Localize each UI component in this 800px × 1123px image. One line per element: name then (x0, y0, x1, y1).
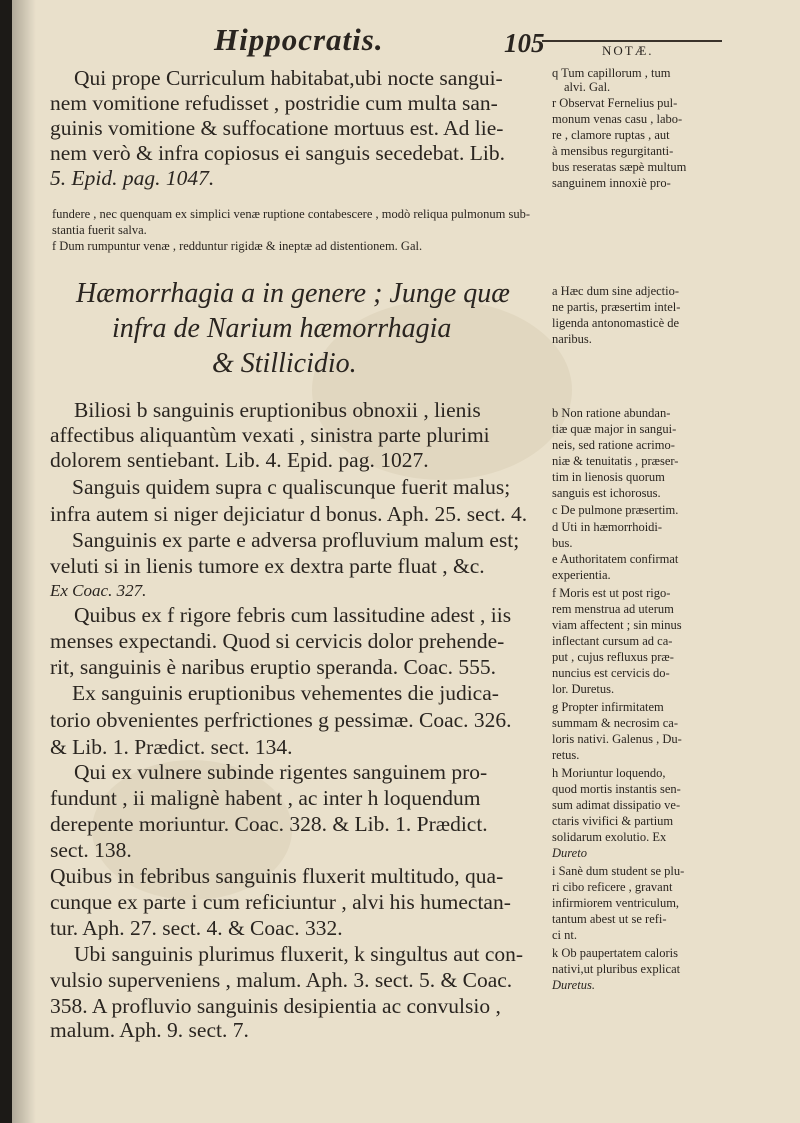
main-text-line: 5. Epid. pag. 1047. (50, 166, 215, 190)
note-line: viam affectent ; sin minus (552, 618, 682, 632)
note-line: ne partis, præsertim intel- (552, 300, 681, 314)
main-text-line: rit, sanguinis è naribus eruptio speranda. Coac. 555. (50, 655, 497, 679)
main-text-line: Qui prope Curriculum habitabat,ubi nocte sangui- (74, 66, 503, 90)
main-text-line: Ex Coac. 327. (50, 581, 147, 600)
page-number: 105 (504, 28, 545, 58)
note-line: h Moriuntur loquendo, (552, 766, 666, 780)
note-line: à mensibus regurgitanti- (552, 144, 674, 158)
main-text-line: derepente moriuntur. Coac. 328. & Lib. 1. Prædict. (50, 812, 488, 836)
note-line: r Observat Fernelius pul- (552, 96, 678, 110)
footnote-line: stantia fuerit salva. (52, 223, 147, 237)
footnote-line: fundere , nec quenquam ex simplici venæ ruptione contabescere , modò reliqua pulmonum sub- (52, 207, 530, 221)
note-line: monum venas casu , labo- (552, 112, 683, 126)
main-text-line: Ex sanguinis eruptionibus vehementes die judica- (72, 681, 499, 705)
main-text-line: Ubi sanguinis plurimus fluxerit, k singultus aut con- (74, 942, 524, 966)
main-text-line: Sanguinis ex parte e adversa profluvium malum est; (72, 528, 520, 552)
main-text-line: cunque ex parte i cum reficiuntur , alvi his humectan- (50, 890, 511, 914)
main-text-line: torio obvenientes perfrictiones g pessimæ. Coac. 326. (50, 708, 512, 732)
note-line: re , clamore ruptas , aut (552, 128, 670, 142)
notes-rule (542, 40, 722, 42)
note-line: niæ & tenuitatis , præser- (552, 454, 679, 468)
main-text-line: Sanguis quidem supra c qualiscunque fuerit malus; (72, 475, 511, 499)
note-line: retus. (552, 748, 580, 762)
note-line: q Tum capillorum , tum (552, 66, 671, 80)
note-line: d Uti in hæmorrhoidi- (552, 520, 663, 534)
main-text-line: Biliosi b sanguinis eruptionibus obnoxii , lienis (74, 398, 481, 422)
note-line: neis, sed ratione acrimo- (552, 438, 675, 452)
main-text-line: Quibus in febribus sanguinis fluxerit multitudo, qua- (50, 864, 504, 888)
note-line: nativi,ut pluribus explicat (552, 962, 681, 976)
note-line: b Non ratione abundan- (552, 406, 671, 420)
note-line: bus reseratas sæpè multum (552, 160, 687, 174)
note-line: put , cujus refluxus præ- (552, 650, 674, 664)
footnote-line: f Dum rumpuntur venæ , redduntur rigidæ & ineptæ ad distentionem. Gal. (52, 239, 423, 253)
note-line: sum adimat dissipatio ve- (552, 798, 681, 812)
note-line: alvi. Gal. (564, 80, 611, 94)
main-text-line: Qui ex vulnere subinde rigentes sanguinem pro- (74, 760, 488, 784)
note-line: loris nativi. Galenus , Du- (552, 732, 682, 746)
main-text-line: tur. Aph. 27. sect. 4. & Coac. 332. (50, 916, 343, 940)
note-line: f Moris est ut post rigo- (552, 586, 671, 600)
main-text-line: fundunt , ii malignè habent , ac inter h loquendum (50, 786, 481, 810)
note-line: sanguinem innoxiè pro- (552, 176, 671, 190)
main-text-line: infra autem si niger dejiciatur d bonus. Aph. 25. sect. 4. (50, 502, 528, 526)
note-line: nuncius est cervicis do- (552, 666, 670, 680)
note-line: tantum abest ut se refi- (552, 912, 667, 926)
note-line: Dureto (552, 846, 587, 860)
section-heading-line: Hæmorrhagia a in genere ; Junge quæ (76, 278, 510, 309)
section-heading-line: infra de Narium hæmorrhagia (112, 313, 452, 344)
note-line: g Propter infirmitatem (552, 700, 664, 714)
main-text-line: veluti si in lienis tumore ex dextra parte fluat , &c. (50, 554, 485, 578)
note-line: summam & necrosim ca- (552, 716, 679, 730)
note-line: infirmiorem ventriculum, (552, 896, 680, 910)
note-line: ligenda antonomasticè de (552, 316, 680, 330)
section-heading-line: & Stillicidio. (212, 348, 357, 379)
note-line: sanguis est ichorosus. (552, 486, 661, 500)
note-line: experientia. (552, 568, 611, 582)
note-line: bus. (552, 536, 573, 550)
main-text-line: 358. A profluvio sanguinis desipientia ac convulsio , (50, 994, 501, 1018)
main-text-line: malum. Aph. 9. sect. 7. (50, 1018, 249, 1042)
note-line: a Hæc dum sine adjectio- (552, 284, 680, 298)
page-gutter-shadow (12, 0, 36, 1123)
note-line: k Ob paupertatem caloris (552, 946, 678, 960)
note-line: e Authoritatem confirmat (552, 552, 679, 566)
main-text-line: affectibus aliquantùm vexati , sinistra parte plurimi (50, 423, 490, 447)
note-line: ri cibo reficere , gravant (552, 880, 673, 894)
main-text-line: Quibus ex f rigore febris cum lassitudine adest , iis (74, 603, 512, 627)
book-page (12, 0, 800, 1123)
note-line: inflectant cursum ad ca- (552, 634, 673, 648)
note-line: rem menstrua ad uterum (552, 602, 674, 616)
main-text-line: nem vomitione refudisset , postridie cum multa san- (50, 91, 498, 115)
main-text-line: sect. 138. (50, 838, 132, 862)
main-text-line: dolorem sentiebant. Lib. 4. Epid. pag. 1027. (50, 448, 429, 472)
notes-heading: NOTÆ. (602, 43, 654, 58)
note-line: i Sanè dum student se plu- (552, 864, 685, 878)
note-line: quod mortis instantis sen- (552, 782, 681, 796)
main-text-line: nem verò & infra copiosus ei sanguis secedebat. Lib. (50, 141, 505, 165)
note-line: Duretus. (552, 978, 595, 992)
main-text-line: & Lib. 1. Prædict. sect. 134. (50, 735, 293, 759)
note-line: lor. Duretus. (552, 682, 615, 696)
note-line: ctaris vivifici & partium (552, 814, 674, 828)
running-title: Hippocratis. (214, 22, 384, 57)
main-text-line: vulsio superveniens , malum. Aph. 3. sect. 5. & Coac. (50, 968, 513, 992)
note-line: tim in lienosis quorum (552, 470, 665, 484)
main-text-line: menses expectandi. Quod si cervicis dolor prehende- (50, 629, 505, 653)
note-line: c De pulmone præsertim. (552, 503, 679, 517)
note-line: naribus. (552, 332, 592, 346)
main-text-line: guinis vomitione & suffocatione mortuus est. Ad lie- (50, 116, 504, 140)
note-line: tiæ quæ major in sangui- (552, 422, 677, 436)
note-line: solidarum exolutio. Ex (552, 830, 667, 844)
note-line: ci nt. (552, 928, 577, 942)
